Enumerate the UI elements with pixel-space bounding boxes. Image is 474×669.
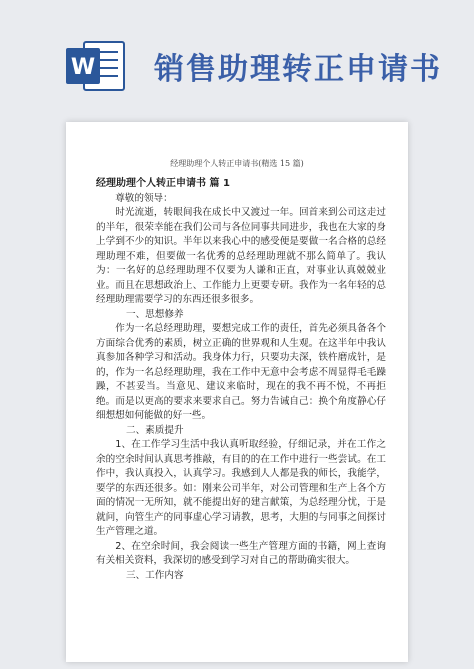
running-head: 经理助理个人转正申请书(精选 15 篇) bbox=[170, 159, 304, 168]
paragraph-section2-2: 2、在空余时间，我会阅读一些生产管理方面的书籍，网上查询有关相关资料，我深切的感受到学习对自己的帮助确实很大。 bbox=[96, 540, 386, 566]
document-body bbox=[96, 177, 386, 583]
section-heading-3: 三、工作内容 bbox=[126, 569, 184, 581]
document-title: 经理助理个人转正申请书 篇 1 bbox=[96, 178, 230, 189]
section-heading-1: 一、思想修养 bbox=[126, 308, 184, 320]
banner-title: 销售助理转正申请书 bbox=[154, 52, 442, 87]
paragraph-section1: 作为一名总经理助理，要想完成工作的责任，首先必须具备各个方面综合优秀的素质，树立正确的世界观和人生观。在这半年中我认真参加各种学习和活动。我身体力行，只要功夫深，铁杵磨成针，是的，作为一名总经理助理，我在工作中无意中会考虑不周显得毛毛躁躁，不甚妥当。当意见、建议来临时，现在的我不再不悦，不再拒绝。而是以更高的要求来要求自己。努力告诫自己：换个角度静心仔细想想如何能做的好一些。 bbox=[96, 323, 386, 421]
word-logo-letter: W bbox=[70, 55, 96, 80]
document-page bbox=[66, 122, 408, 662]
paragraph-intro: 时光流逝，转眼间我在成长中又渡过一年。回首来到公司这走过的半年，很荣幸能在我们公司与各位同事共同进步，我也在大家的身上学到不少的知识。半年以来我心中的感受便是要做一名合格的总经理助理不难，但要做一名优秀的总经理助理就不那么简单了。我认为：一名好的总经理助理不仅要为人谦和正直，对事业认真兢兢业业。而且在思想政治上、工作能力上更要专研。我作为一名年轻的总经理助理需要学习的东西还很多很多。 bbox=[96, 207, 386, 305]
paragraph-section2-1: 1、在工作学习生活中我认真听取经验，仔细记录，并在工作之余的空余时间认真思考推敲，有目的的在工作中进行一些尝试。在工作中，我认真投入，认真学习。我感到人人都是我的师长，我能学，要学的东西还很多。如：刚来公司半年，对公司管理和生产上各个方面的情况一无所知，就不能提出好的建言献策，为总经理分忧，于是就问，向管生产的同事虚心学习请教，思考，大胆的与同事之间探讨生产管理之道。 bbox=[96, 439, 386, 537]
word-document-icon bbox=[62, 36, 130, 96]
banner bbox=[0, 0, 474, 118]
section-heading-2: 二、素质提升 bbox=[126, 424, 184, 436]
salutation: 尊敬的领导： bbox=[115, 192, 173, 204]
